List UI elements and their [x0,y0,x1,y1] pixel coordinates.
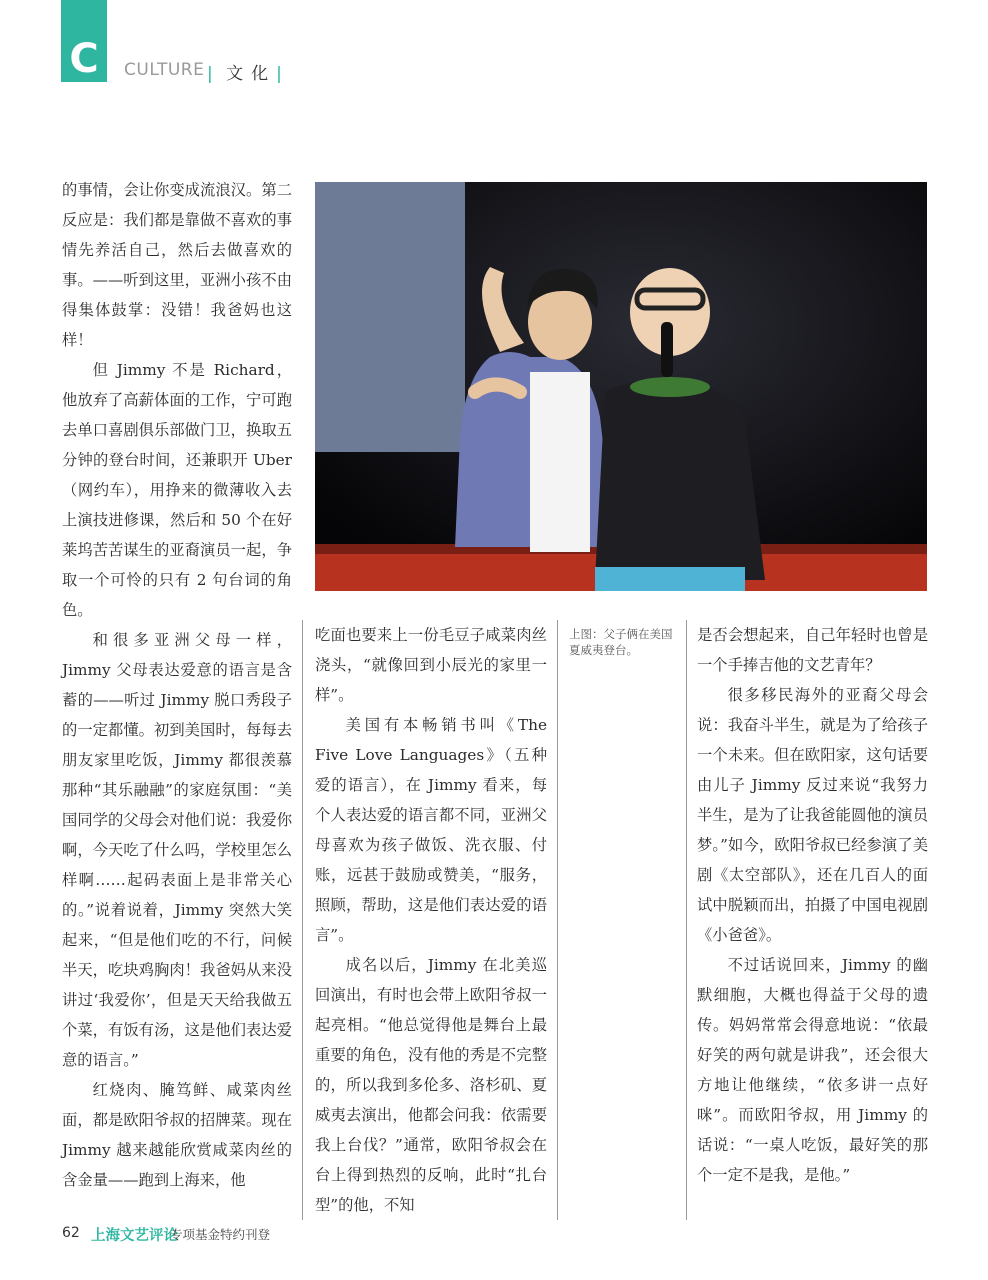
paragraph: 是否会想起来，自己年轻时也曾是一个手捧吉他的文艺青年？ [697,626,928,674]
article-column-middle [315,620,547,1220]
magazine-name: 上海文艺评论 [91,1227,178,1244]
column-rule-3 [686,620,687,1220]
paragraph: 但 Jimmy 不是 Richard，他放弃了高薪体面的工作，宁可跑去单口喜剧俱乐部做门卫，换取五分钟的登台时间，还兼职开 Uber（网约车），用挣来的微薄收入去上演技进修课，然后和 50 个在好莱坞苦苦谋生的亚裔演员一起，争取一个可怜的只有 2 句台词的角色。 [62,361,292,619]
paragraph: 成名以后，Jimmy 在北美巡回演出，有时也会带上欧阳爷叔一起亮相。“他总觉得他是舞台上最重要的角色，没有他的秀是不完整的，所以我到多伦多、洛杉矶、夏威夷去演出，他都会问我：依需要我上台伐？”通常，欧阳爷叔会在台上得到热烈的反响，此时“扎台型”的他，不知 [315,956,547,1214]
paragraph: 红烧肉、腌笃鲜、咸菜肉丝面，都是欧阳爷叔的招牌菜。现在 Jimmy 越来越能欣赏咸菜肉丝的含金量——跑到上海来，他 [62,1081,292,1189]
column-rule-2 [557,620,558,1220]
stage-photo [315,182,927,591]
photo-caption: 上图：父子俩在美国夏威夷登台。 [569,627,673,657]
column-rule-1 [302,620,303,1220]
paragraph: 的事情，会让你变成流浪汉。第二反应是：我们都是靠做不喜欢的事情先养活自己，然后去做喜欢的事。——听到这里，亚洲小孩不由得集体鼓掌：没错！我爸妈也这样！ [62,181,292,349]
paragraph: 不过话说回来，Jimmy 的幽默细胞，大概也得益于父母的遗传。妈妈常常会得意地说：“依最好笑的两句就是讲我”，还会很大方地让他继续，“依多讲一点好咪”。而欧阳爷叔，用 Jimmy 的话说：“一桌人吃饭，最好笑的那个一定不是我，是他。” [697,956,928,1184]
section-title-zh: | 文化| [207,64,282,84]
article-column-right [697,620,928,1190]
article-column-left [62,175,292,1195]
section-title-zh-text: 文化 [226,64,277,84]
paragraph: 吃面也要来上一份毛豆子咸菜肉丝浇头，“就像回到小辰光的家里一样”。 [315,626,547,704]
section-tab [61,0,107,82]
stage-photo-illustration [315,182,927,591]
magazine-subtitle: 专项基金特约刊登 [170,1227,271,1242]
section-title-en: CULTURE [124,60,205,80]
paragraph: 和很多亚洲父母一样，Jimmy 父母表达爱意的语言是含蓄的——听过 Jimmy 脱口秀段子的一定都懂。初到美国时，每每去朋友家里吃饭，Jimmy 都很羡慕那种“其乐融融”的家庭氛围：“美国同学的父母会对他们说：我爱你啊，今天吃了什么吗，学校里怎么样啊……起码表面上是非常关心的。”说着说着，Jimmy 突然大笑起来，“但是他们吃的不行，问候半天，吃块鸡胸肉！我爸妈从来没讲过‘我爱你’，但是天天给我做五个菜，有饭有汤，这是他们表达爱意的语言。” [62,631,292,1069]
paragraph: 很多移民海外的亚裔父母会说：我奋斗半生，就是为了给孩子一个未来。但在欧阳家，这句话要由儿子 Jimmy 反过来说“我努力半生，是为了让我爸能圆他的演员梦。”如今，欧阳爷叔已经参演了美剧《太空部队》，还在几百人的面试中脱颖而出，拍摄了中国电视剧《小爸爸》。 [697,686,928,944]
page-number: 62 [62,1225,80,1241]
section-letter: C [69,36,99,82]
paragraph: 美国有本畅销书叫《The Five Love Languages》（五种爱的语言），在 Jimmy 看来，每个人表达爱的语言都不同，亚洲父母喜欢为孩子做饭、洗衣服、付账，远甚于鼓励或赞美，“服务，照顾，帮助，这是他们表达爱的语言”。 [315,716,547,944]
